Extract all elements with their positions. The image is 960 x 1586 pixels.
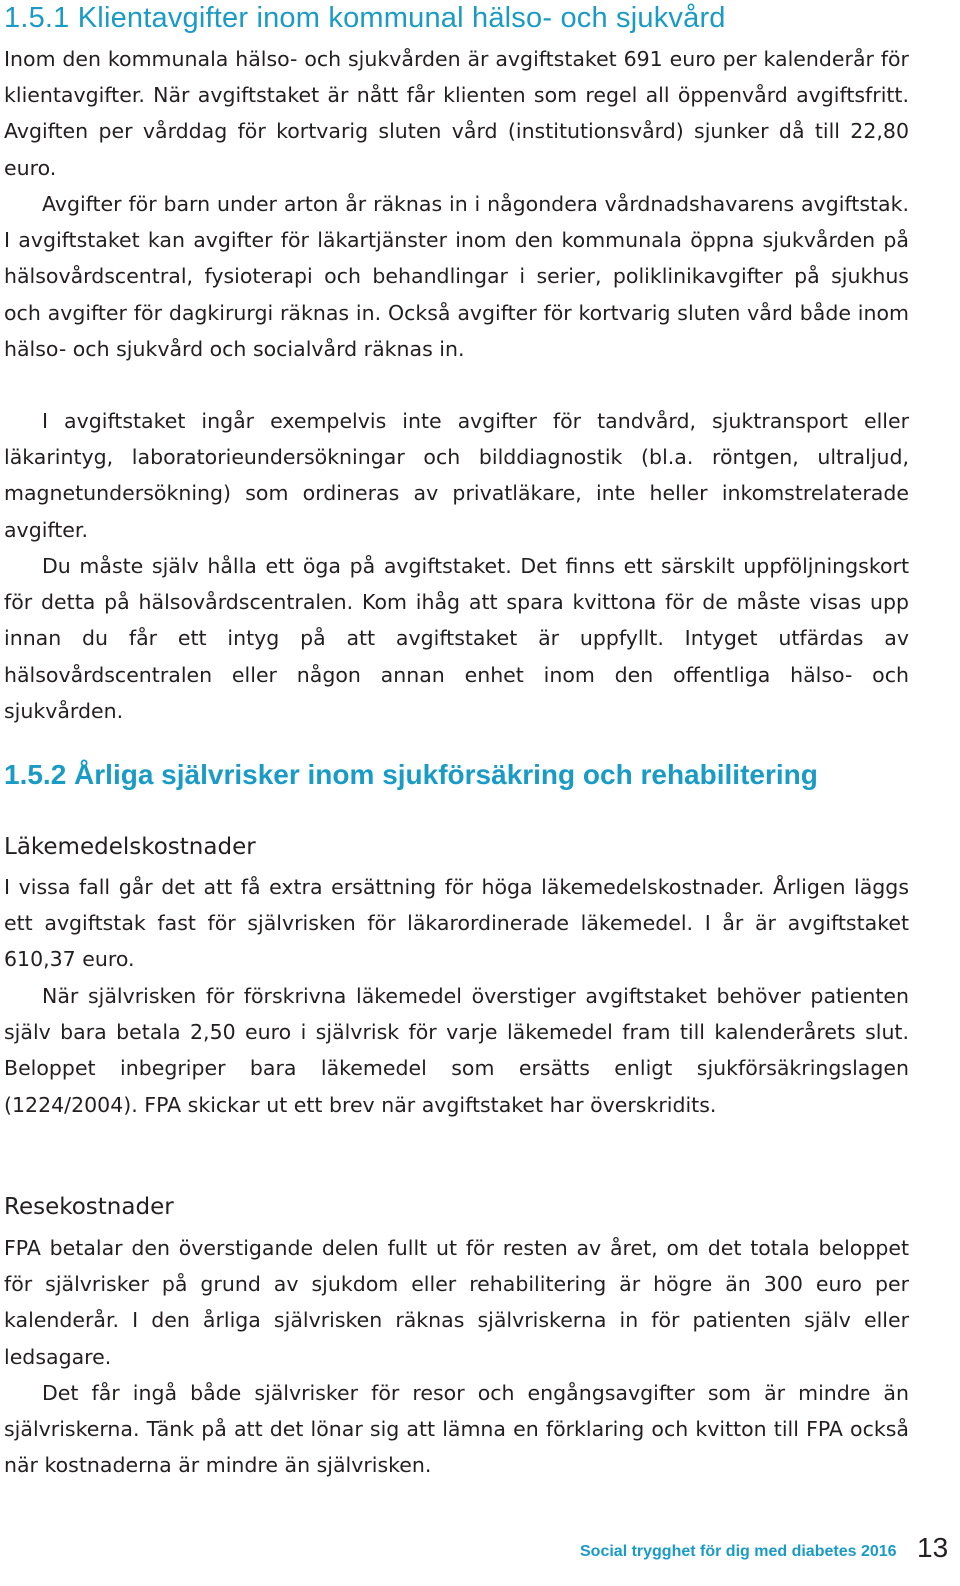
paragraph-avgiftstak-barn: Avgifter för barn under arton år räknas in i någondera vårdnadshavarens avgiftstak. I avgiftstaket kan avgifter för läkartjänster inom den kommunala öppna sjukvården på hälsovårdscentral, fysioterapi och behandlingar i serier, poliklinikavgifter på sjukhus och avgifter för dagkirurgi räknas in. Också avgifter för kortvarig sluten vård både inom hälso- och sjukvård och socialvård räknas in. — [4, 192, 909, 361]
subheading-resekostnader: Resekostnader — [4, 1194, 174, 1220]
paragraph-lakemedel-tak: I vissa fall går det att få extra ersättning för höga läkemedelskostnader. Årligen läggs ett avgiftstak fast för självrisken för läkarordinerade läkemedel. I år är avgiftstaket 610,37 euro. — [4, 875, 909, 972]
paragraph-lakemedel-sjalvrisk: När självrisken för förskrivna läkemedel överstiger avgiftstaket behöver patienten själv bara betala 2,50 euro i självrisk för varje läkemedel fram till kalenderårets slut. Beloppet inbegriper bara läkemedel som ersätts enligt sjukförsäkringslagen (1224/2004). FPA skickar ut ett brev när avgiftstaket har överskridits. — [4, 984, 909, 1117]
paragraph-uppfoljningskort: Du måste själv hålla ett öga på avgiftstaket. Det finns ett särskilt uppföljningskort för detta på hälsovårdscentralen. Kom ihåg att spara kvittona för de måste visas upp innan du får ett intyg på att avgiftstaket är uppfyllt. Intyget utfärdas av hälsovårdscentralen eller någon annan enhet inom den offentliga hälso- och sjukvården. — [4, 554, 909, 723]
page-number: 13 — [917, 1532, 949, 1563]
paragraph-avgiftstak-exkluderat: I avgiftstaket ingår exempelvis inte avgifter för tandvård, sjuktransport eller läkarintyg, laboratorieundersökningar och bilddiagnostik (bl.a. röntgen, ultraljud, magnetundersökning) som ordineras av privatläkare, inte heller inkomstrelaterade avgifter. — [4, 409, 909, 542]
section-heading-1-5-1: 1.5.1 Klientavgifter inom kommunal hälso- och sjukvård — [4, 2, 726, 34]
paragraph-resekostnader-kvitton: Det får ingå både självrisker för resor och engångsavgifter som är mindre än självriskerna. Tänk på att det lönar sig att lämna en förklaring och kvitton till FPA också när kostnaderna är mindre än självrisken. — [4, 1381, 909, 1478]
paragraph-avgiftstak-intro: Inom den kommunala hälso- och sjukvården är avgiftstaket 691 euro per kalenderår för klientavgifter. När avgiftstaket är nått får klienten som regel all öppenvård avgiftsfritt. Avgiften per vårddag för kortvarig sluten vård (institutionsvård) sjunker då till 22,80 euro. — [4, 47, 909, 180]
paragraph-resekostnader-fpa: FPA betalar den överstigande delen fullt ut för resten av året, om det totala beloppet för självrisker på grund av sjukdom eller rehabilitering är högre än 300 euro per kalenderår. I den årliga självrisken räknas självriskerna in för patienten själv eller ledsagare. — [4, 1236, 909, 1369]
section-heading-1-5-2: 1.5.2 Årliga självrisker inom sjukförsäkring och rehabilitering — [4, 759, 818, 790]
subheading-lakemedelskostnader: Läkemedelskostnader — [4, 834, 256, 860]
footer-publication-title: Social trygghet för dig med diabetes 2016 — [580, 1543, 897, 1560]
